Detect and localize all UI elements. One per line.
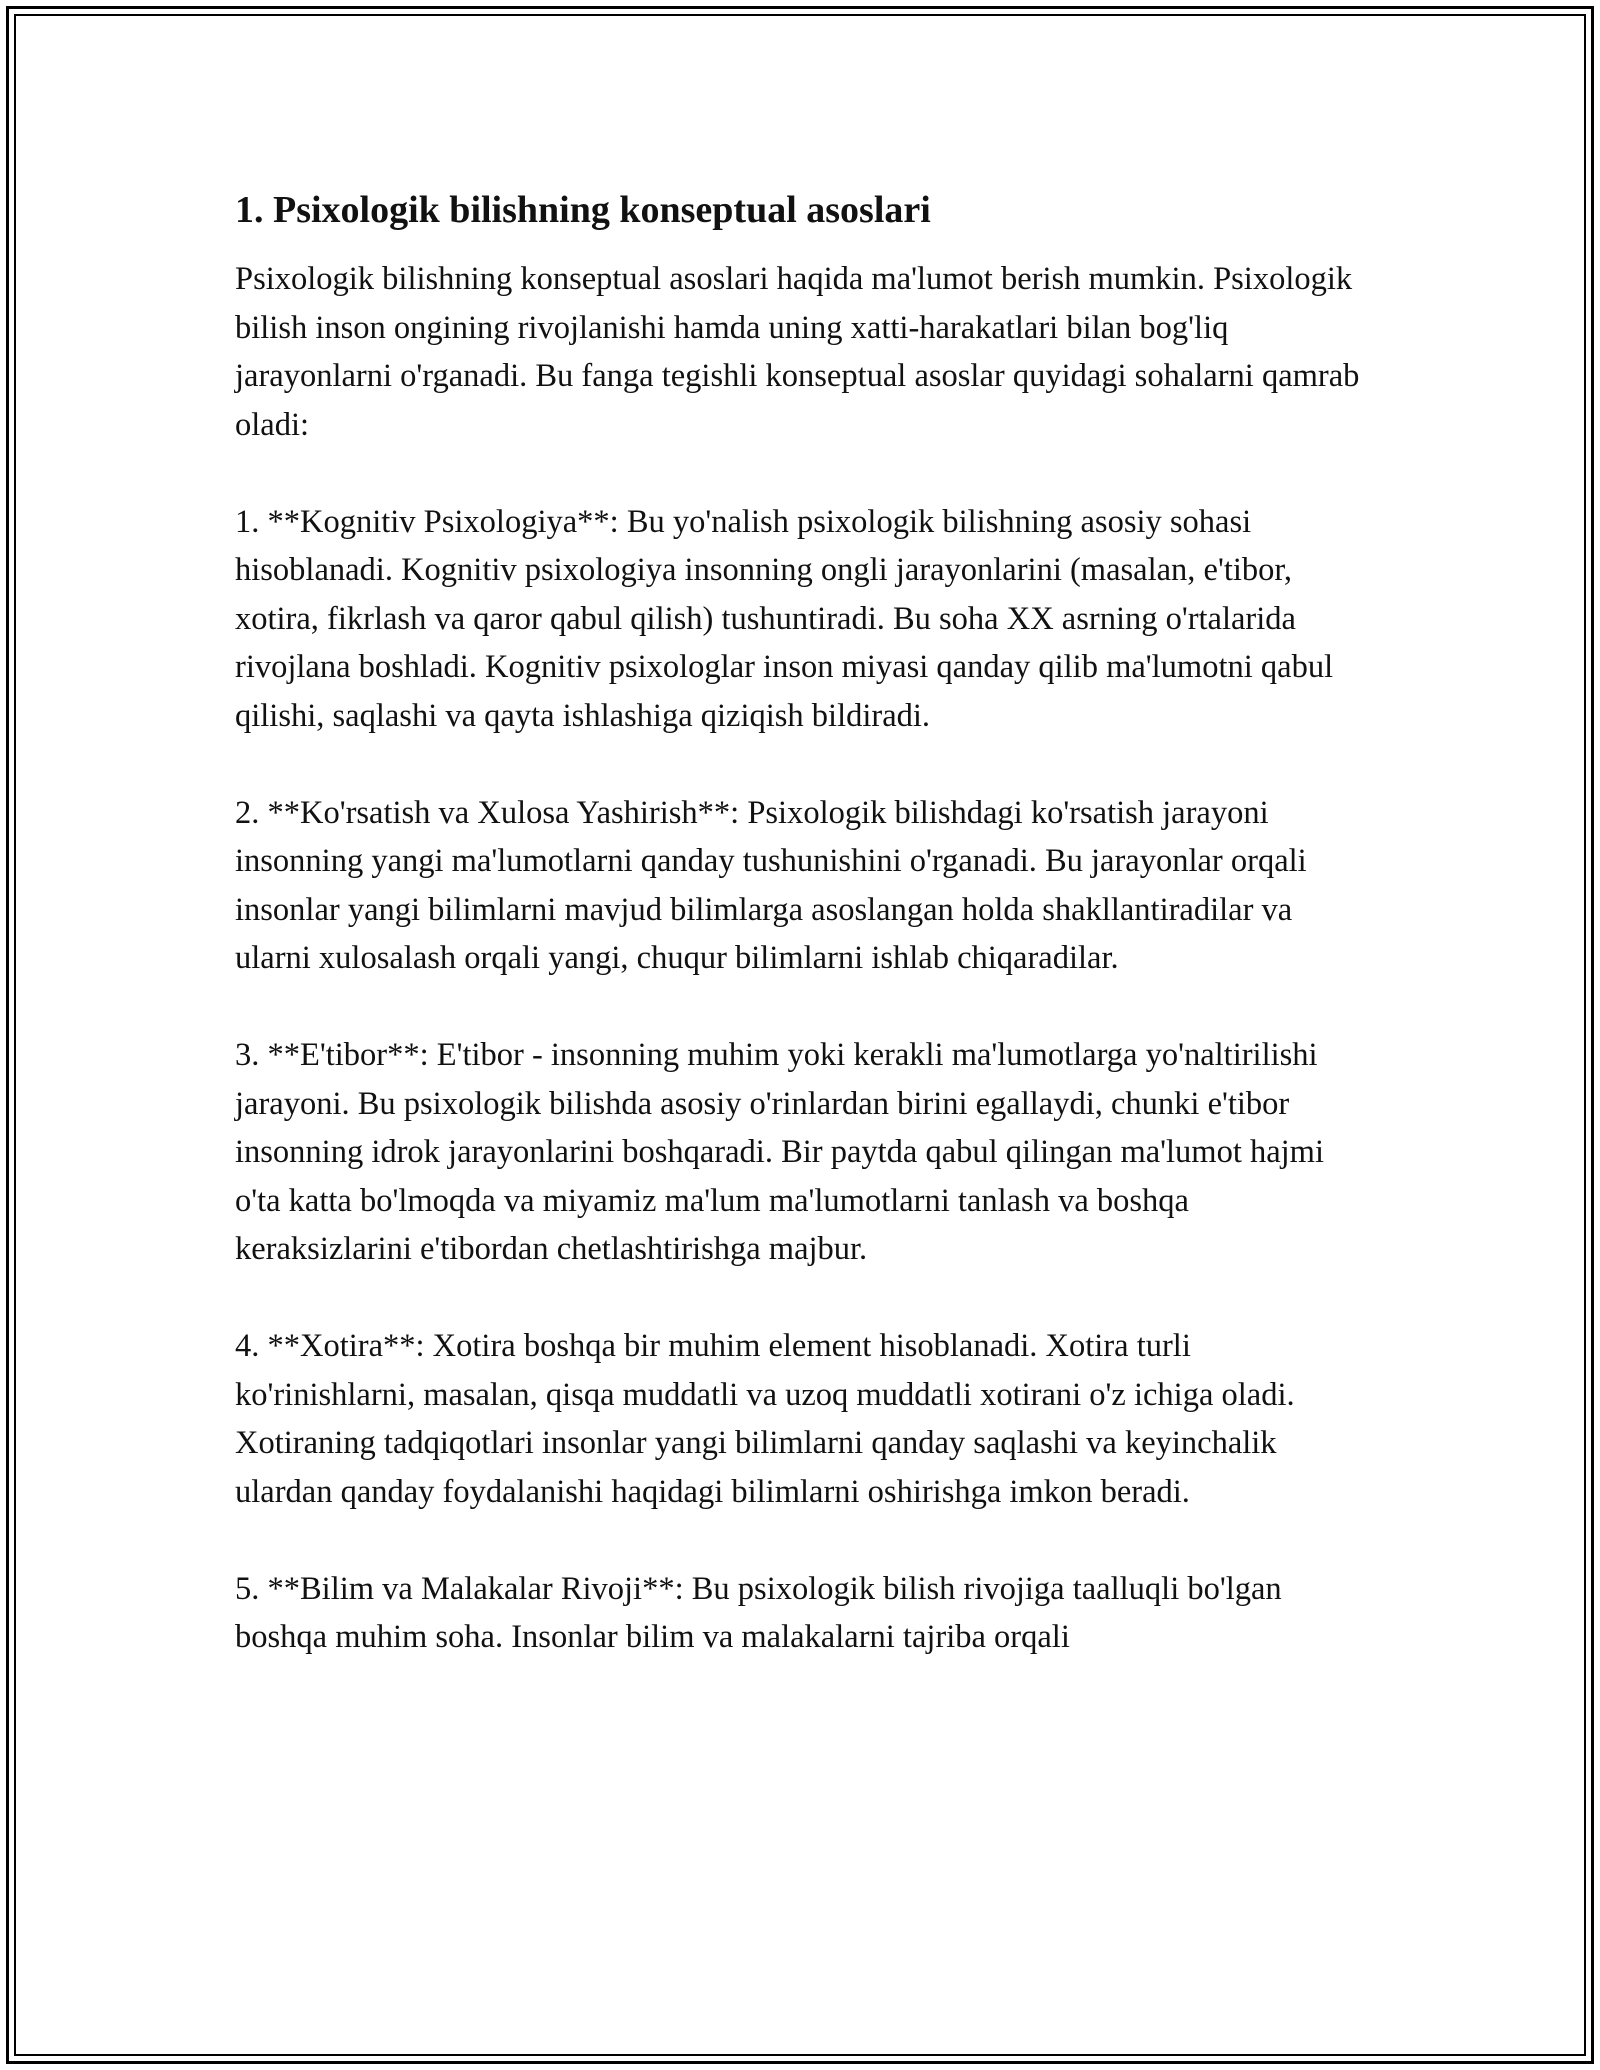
list-item-etibor: 3. **E'tibor**: E'tibor - insonning muhim yoki kerakli ma'lumotlarga yo'naltirilishi jarayoni. Bu psixologik bilishda asosiy o'rinlardan birini egallaydi, chunki e'tibor insonning idrok jarayonlarini boshqaradi. Bir paytda qabul qilingan ma'lumot hajmi o'ta katta bo'lmoqda va miyamiz ma'lum ma'lumotlarni tanlash va boshqa keraksizlarini e'tibordan chetlashtirishga majbur. bbox=[235, 1037, 1333, 1267]
list-item-korsatish-xulosa: 2. **Ko'rsatish va Xulosa Yashirish**: Psixologik bilishdagi ko'rsatish jarayoni insonning yangi ma'lumotlarni qanday tushunishini o'rganadi. Bu jarayonlar orqali insonlar yangi bilimlarni mavjud bilimlarga asoslangan holda shakllantiradilar va ularni xulosalash orqali yangi, chuqur bilimlarni ishlab chiqaradilar. bbox=[235, 794, 1315, 976]
list-item-xotira: 4. **Xotira**: Xotira boshqa bir muhim element hisoblanadi. Xotira turli ko'rinishlarni, masalan, qisqa muddatli va uzoq muddatli xotirani o'z ichiga oladi. Xotiraning tadqiqotlari insonlar yangi bilimlarni qanday saqlashi va keyinchalik ulardan qanday foydalanishi haqidagi bilimlarni oshirishga imkon beradi. bbox=[235, 1328, 1303, 1510]
document-body bbox=[235, 185, 1370, 1710]
list-item-kognitiv-psixologiya: 1. **Kognitiv Psixologiya**: Bu yo'nalish psixologik bilishning asosiy sohasi hisoblanadi. Kognitiv psixologiya insonning ongli jarayonlarini (masalan, e'tibor, xotira, fikrlash va qaror qabul qilish) tushuntiradi. Bu soha XX asrning o'rtalarida rivojlana boshladi. Kognitiv psixologlar inson miyasi qanday qilib ma'lumotni qabul qilishi, saqlashi va qayta ishlashiga qiziqish bildiradi. bbox=[235, 503, 1342, 734]
document-title: 1. Psixologik bilishning konseptual asoslari bbox=[235, 189, 931, 231]
intro-paragraph: Psixologik bilishning konseptual asoslari haqida ma'lumot berish mumkin. Psixologik bilish inson ongining rivojlanishi hamda uning xatti-harakatlari bilan bog'liq jarayonlarni o'rganadi. Bu fanga tegishli konseptual asoslar quyidagi sohalarni qamrab oladi: bbox=[235, 261, 1368, 443]
list-item-bilim-malakalar: 5. **Bilim va Malakalar Rivoji**: Bu psixologik bilish rivojiga taalluqli bo'lgan boshqa muhim soha. Insonlar bilim va malakalarni tajriba orqali bbox=[235, 1570, 1290, 1655]
